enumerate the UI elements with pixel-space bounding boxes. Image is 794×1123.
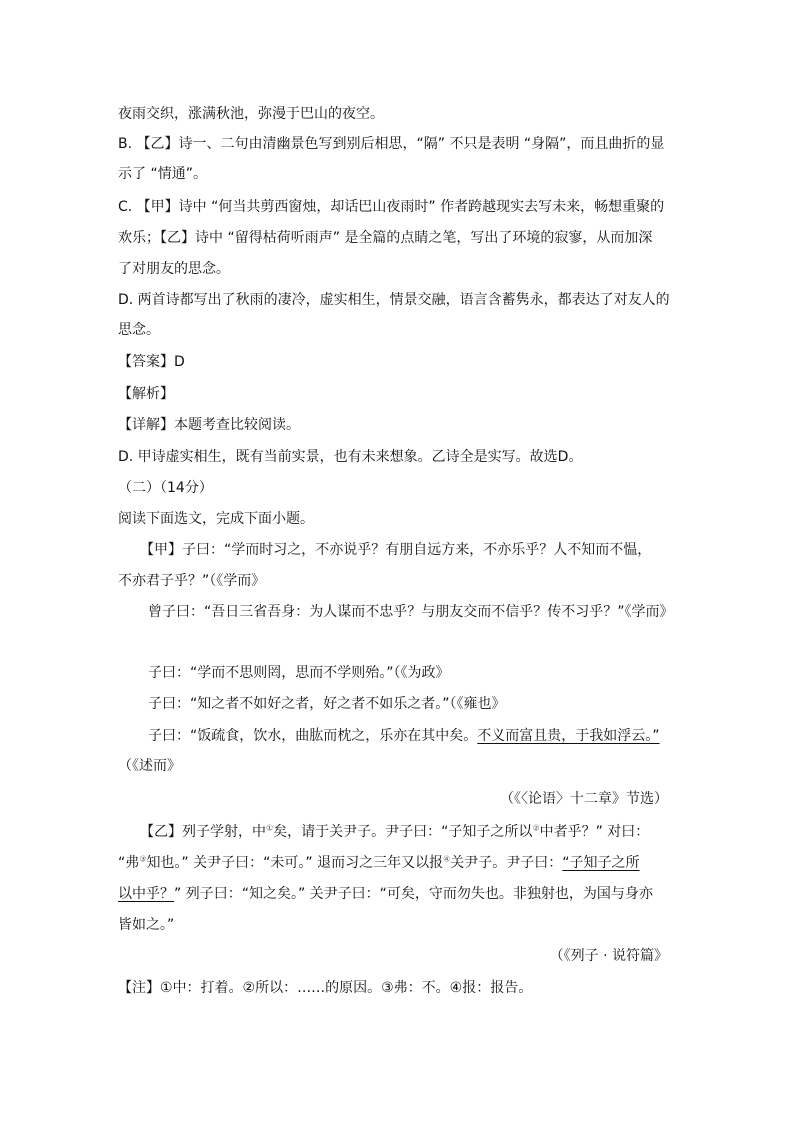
text-span: 知也。” 关尹子曰：“未可。” 退而习之三年又以报 [146, 855, 444, 871]
text-line: 了对朋友的思念。 [118, 261, 230, 277]
note-marker: ① [266, 823, 274, 833]
instruction-line: 阅读下面选文，完成下面小题。 [118, 511, 314, 527]
detail-line: 【详解】本题考查比较阅读。 [118, 417, 300, 433]
text-line: D. 甲诗虚实相生，既有当前实景，也有未来想象。乙诗全是实写。故选D。 [118, 449, 583, 465]
text-span: 子曰：“饭疏食，饮水，曲肱而枕之，乐亦在其中矣。 [148, 728, 478, 744]
passage-a-line: 不亦君子乎？”（《学而》 [118, 573, 266, 589]
passage-a-line: 子曰：“知之者不如好之者，好之者不如乐之者。”（《雍也》 [148, 696, 506, 712]
text-span: 中者乎？” 对曰： [539, 824, 650, 840]
analysis-heading: 【解析】 [118, 386, 174, 402]
passage-b-line [118, 885, 653, 903]
source-citation: （《列子 · 说符篇》 [549, 948, 668, 964]
text-span: 【乙】列子学射，中 [140, 824, 266, 840]
source-citation: （《〈论语〉十二章》节选） [500, 791, 668, 807]
note-marker: ④ [443, 854, 451, 864]
notes-line: 【注】①中：打着。②所以：……的原因。③弗：不。④报：报告。 [118, 980, 533, 996]
passage-a-line: 【甲】子曰：“学而时习之，不亦说乎？有朋自远方来，不亦乐乎？人不知而不愠， [140, 542, 652, 558]
passage-b-line: 皆如之。” [118, 917, 175, 933]
text-span: “弗 [118, 855, 140, 871]
underlined-sentence: 以中乎？ [118, 886, 174, 902]
passage-a-line [148, 727, 660, 745]
text-line: 示了 “情通”。 [118, 166, 207, 182]
passage-a-line: 子曰：“学而不思则罔，思而不学则殆。”（《为政》 [148, 665, 450, 681]
text-span: 矣，请于关尹子。尹子曰：“子知子之所以 [273, 824, 533, 840]
answer-line: 【答案】D [118, 354, 185, 370]
underlined-sentence: “子知子之所 [562, 855, 640, 871]
note-marker: ③ [139, 854, 147, 864]
option-c-line: C. 【甲】诗中 “何当共剪西窗烛，却话巴山夜雨时” 作者跨越现实去写未来，畅想重聚的 [118, 199, 665, 215]
text-span: 关尹子。尹子曰： [450, 855, 563, 871]
text-span: ” 列子曰：“知之矣。” 关尹子曰：“可矣，守而勿失也。非独射也，为国与身亦 [174, 886, 653, 902]
underlined-sentence: 不义而富且贵，于我如浮云。” [477, 728, 660, 744]
text-line: 思念。 [118, 322, 160, 338]
text-line: 夜雨交织，涨满秋池，弥漫于巴山的夜空。 [118, 106, 384, 122]
text-line: 欢乐；【乙】诗中 “留得枯荷听雨声” 是全篇的点睛之笔，写出了环境的寂寥，从而加深 [118, 230, 653, 246]
passage-a-line: （《述而》 [118, 758, 181, 774]
passage-a-line: 曾子曰：“吾日三省吾身：为人谋而不忠乎？与朋友交而不信乎？传不习乎？”《学而》 [148, 604, 674, 620]
option-d-line: D. 两首诗都写出了秋雨的凄冷，虚实相生，情景交融，语言含蓄隽永，都表达了对友人的 [118, 292, 670, 308]
passage-b-line [140, 823, 649, 841]
passage-b-line [118, 854, 640, 872]
option-b-line: B. 【乙】诗一、二句由清幽景色写到别后相思，“隔” 不只是表明 “身隔”，而且曲折的显 [118, 136, 665, 152]
section-heading: （二）（14分） [118, 480, 213, 496]
note-marker: ② [532, 823, 540, 833]
